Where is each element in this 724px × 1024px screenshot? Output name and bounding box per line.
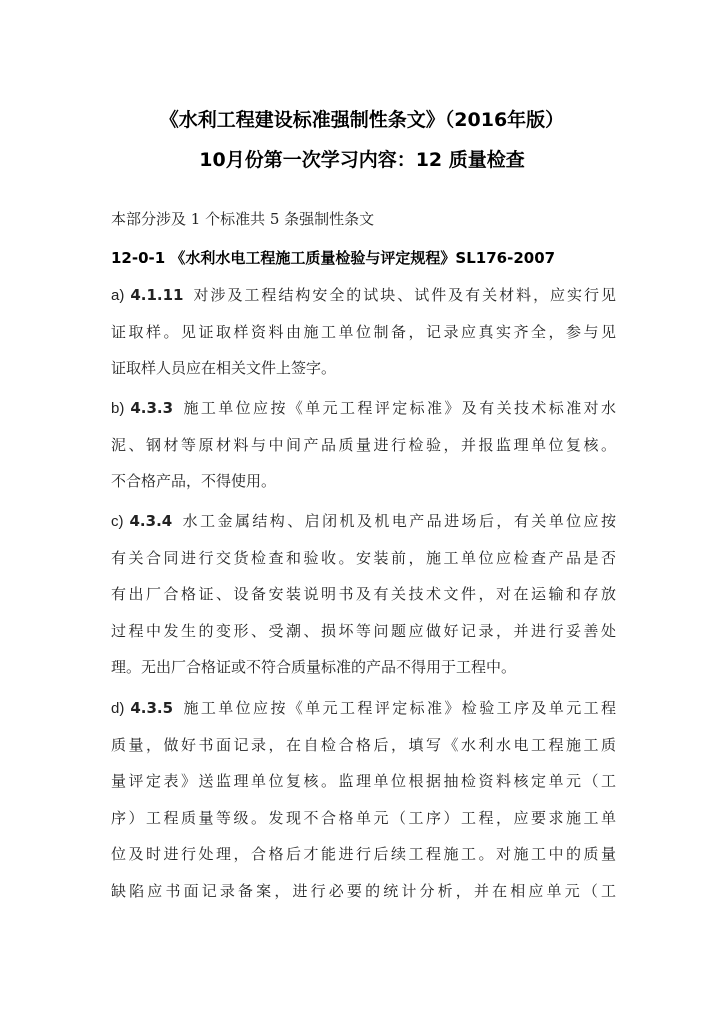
clause-text: 施工单位应按《单元工程评定标准》检验工序及单元工程 xyxy=(181,699,616,717)
document-title: 《水利工程建设标准强制性条文》（2016年版） xyxy=(159,109,565,131)
clause-b xyxy=(111,390,616,500)
clause-text: 施工单位应按《单元工程评定标准》及有关技术标准对水 xyxy=(181,399,616,417)
clause-line: 证取样。见证取样资料由施工单位制备，记录应真实齐全，参与见 xyxy=(111,322,616,341)
clause-text: 水工金属结构、启闭机及机电产品进场后，有关单位应按 xyxy=(180,512,616,530)
clause-a xyxy=(111,277,616,387)
clause-d xyxy=(111,690,616,909)
clause-line: 证取样人员应在相关文件上签字。 xyxy=(111,359,337,377)
clause-label: b) xyxy=(111,400,125,417)
clause-line: 缺陷应书面记录备案，进行必要的统计分析，并在相应单元（工 xyxy=(111,881,616,900)
clause-line: 过程中发生的变形、受潮、损坏等问题应做好记录，并进行妥善处 xyxy=(111,621,616,640)
clause-number: 4.1.11 xyxy=(130,286,184,304)
clause-line: 位及时进行处理，合格后才能进行后续工程施工。对施工中的质量 xyxy=(111,845,616,863)
clause-line: 有关合同进行交货检查和验收。安装前，施工单位应检查产品是否 xyxy=(111,548,616,567)
clause-line: 有出厂合格证、设备安装说明书及有关技术文件，对在运输和存放 xyxy=(111,585,616,603)
clause-number: 4.3.5 xyxy=(130,699,174,717)
clause-line xyxy=(111,277,616,314)
clause-line: 序）工程质量等级。发现不合格单元（工序）工程，应要求施工单 xyxy=(111,808,616,827)
clause-line xyxy=(111,390,616,427)
clause-line: 泥、钢材等原材料与中间产品质量进行检验，并报监理单位复核。 xyxy=(111,435,616,454)
clause-line: 不合格产品，不得使用。 xyxy=(111,472,277,490)
clause-line xyxy=(111,503,616,540)
clause-line xyxy=(111,690,616,727)
clause-label: d) xyxy=(111,700,125,717)
standard-heading: 12-0-1 《水利水电工程施工质量检验与评定规程》SL176-2007 xyxy=(111,249,556,267)
clause-number: 4.3.4 xyxy=(129,512,173,530)
document-subtitle: 10月份第一次学习内容：12 质量检查 xyxy=(199,149,525,171)
clause-label: a) xyxy=(111,287,125,304)
clause-c xyxy=(111,503,616,686)
clause-text: 对涉及工程结构安全的试块、试件及有关材料，应实行见 xyxy=(191,286,616,304)
clause-line: 量评定表》送监理单位复核。监理单位根据抽检资料核定单元（工 xyxy=(111,772,616,790)
clause-line: 质量，做好书面记录，在自检合格后，填写《水利水电工程施工质 xyxy=(111,735,616,754)
clause-line: 理。无出厂合格证或不符合质量标准的产品不得用于工程中。 xyxy=(111,658,517,676)
clause-number: 4.3.3 xyxy=(130,399,174,417)
intro-text: 本部分涉及 1 个标准共 5 条强制性条文 xyxy=(111,210,375,228)
clause-label: c) xyxy=(111,513,124,530)
